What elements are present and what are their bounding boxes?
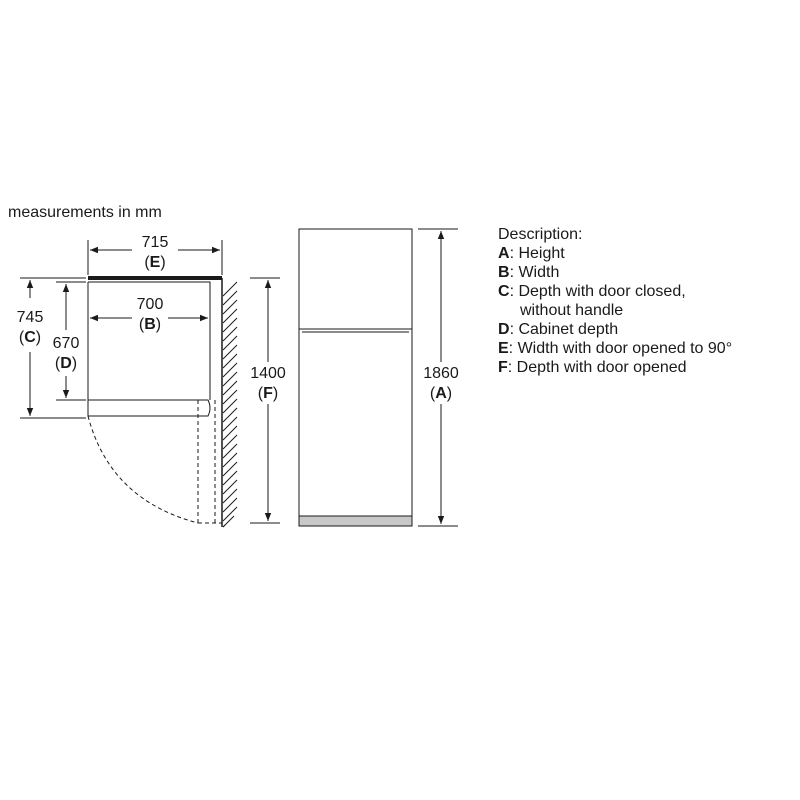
dim-b-label: (B) <box>138 316 162 333</box>
hatch-line <box>223 462 237 476</box>
hatch-line <box>223 480 237 494</box>
hatch-line <box>223 435 237 449</box>
hatch-line <box>223 363 237 377</box>
hatch-line <box>223 417 237 431</box>
hatch-line <box>223 318 237 332</box>
dim-e-value: 715 <box>141 234 169 251</box>
dim-a-label: (A) <box>429 385 453 402</box>
measurements-caption: measurements in mm <box>8 204 162 221</box>
dim-b-value: 700 <box>136 296 164 313</box>
hatch-line <box>223 498 237 512</box>
description-legend <box>498 225 732 377</box>
fridge-base-plinth <box>299 516 412 526</box>
hatch-line <box>223 309 237 323</box>
description-heading: Description: <box>498 226 583 243</box>
dim-d-value: 670 <box>52 335 80 352</box>
door-closed <box>88 400 210 416</box>
legend-item-d: D : Cabinet depth <box>498 321 619 338</box>
hatch-line <box>223 300 237 314</box>
hatch-line <box>223 282 237 296</box>
hatch-line <box>223 507 237 521</box>
hatch-line <box>223 426 237 440</box>
hatch-line <box>223 354 237 368</box>
dim-c-value: 745 <box>16 309 44 326</box>
hatch-line <box>223 444 237 458</box>
dim-f-label: (F) <box>257 385 279 402</box>
door-swing-arc <box>88 416 198 523</box>
legend-item-a: A : Height <box>498 245 565 262</box>
hatch-line <box>223 408 237 422</box>
legend-item-e: E : Width with door opened to 90° <box>498 340 733 357</box>
door-swing-edge <box>198 400 215 523</box>
hatch-line <box>223 327 237 341</box>
legend-item-c-continued: without handle <box>520 302 624 319</box>
hatch-line <box>223 372 237 386</box>
hatch-line <box>223 471 237 485</box>
hatch-line <box>223 525 225 527</box>
dim-e-label: (E) <box>144 254 166 271</box>
dim-c-label: (C) <box>18 329 42 346</box>
wall-hatching <box>223 282 237 527</box>
legend-item-c: C : Depth with door closed, <box>498 283 686 300</box>
hatch-line <box>223 336 237 350</box>
front-view <box>299 229 412 526</box>
hatch-line <box>223 390 237 404</box>
fridge-body <box>299 229 412 526</box>
hatch-line <box>223 381 237 395</box>
dim-d-label: (D) <box>54 355 78 372</box>
hatch-line <box>223 453 237 467</box>
dim-a-value: 1860 <box>423 365 459 382</box>
dim-f-value: 1400 <box>250 365 286 382</box>
hatch-line <box>223 291 237 305</box>
legend-item-f: F : Depth with door opened <box>498 359 687 376</box>
legend-item-b: B : Width <box>498 264 560 281</box>
hatch-line <box>223 489 237 503</box>
hatch-line <box>223 399 237 413</box>
hatch-line <box>223 345 237 359</box>
